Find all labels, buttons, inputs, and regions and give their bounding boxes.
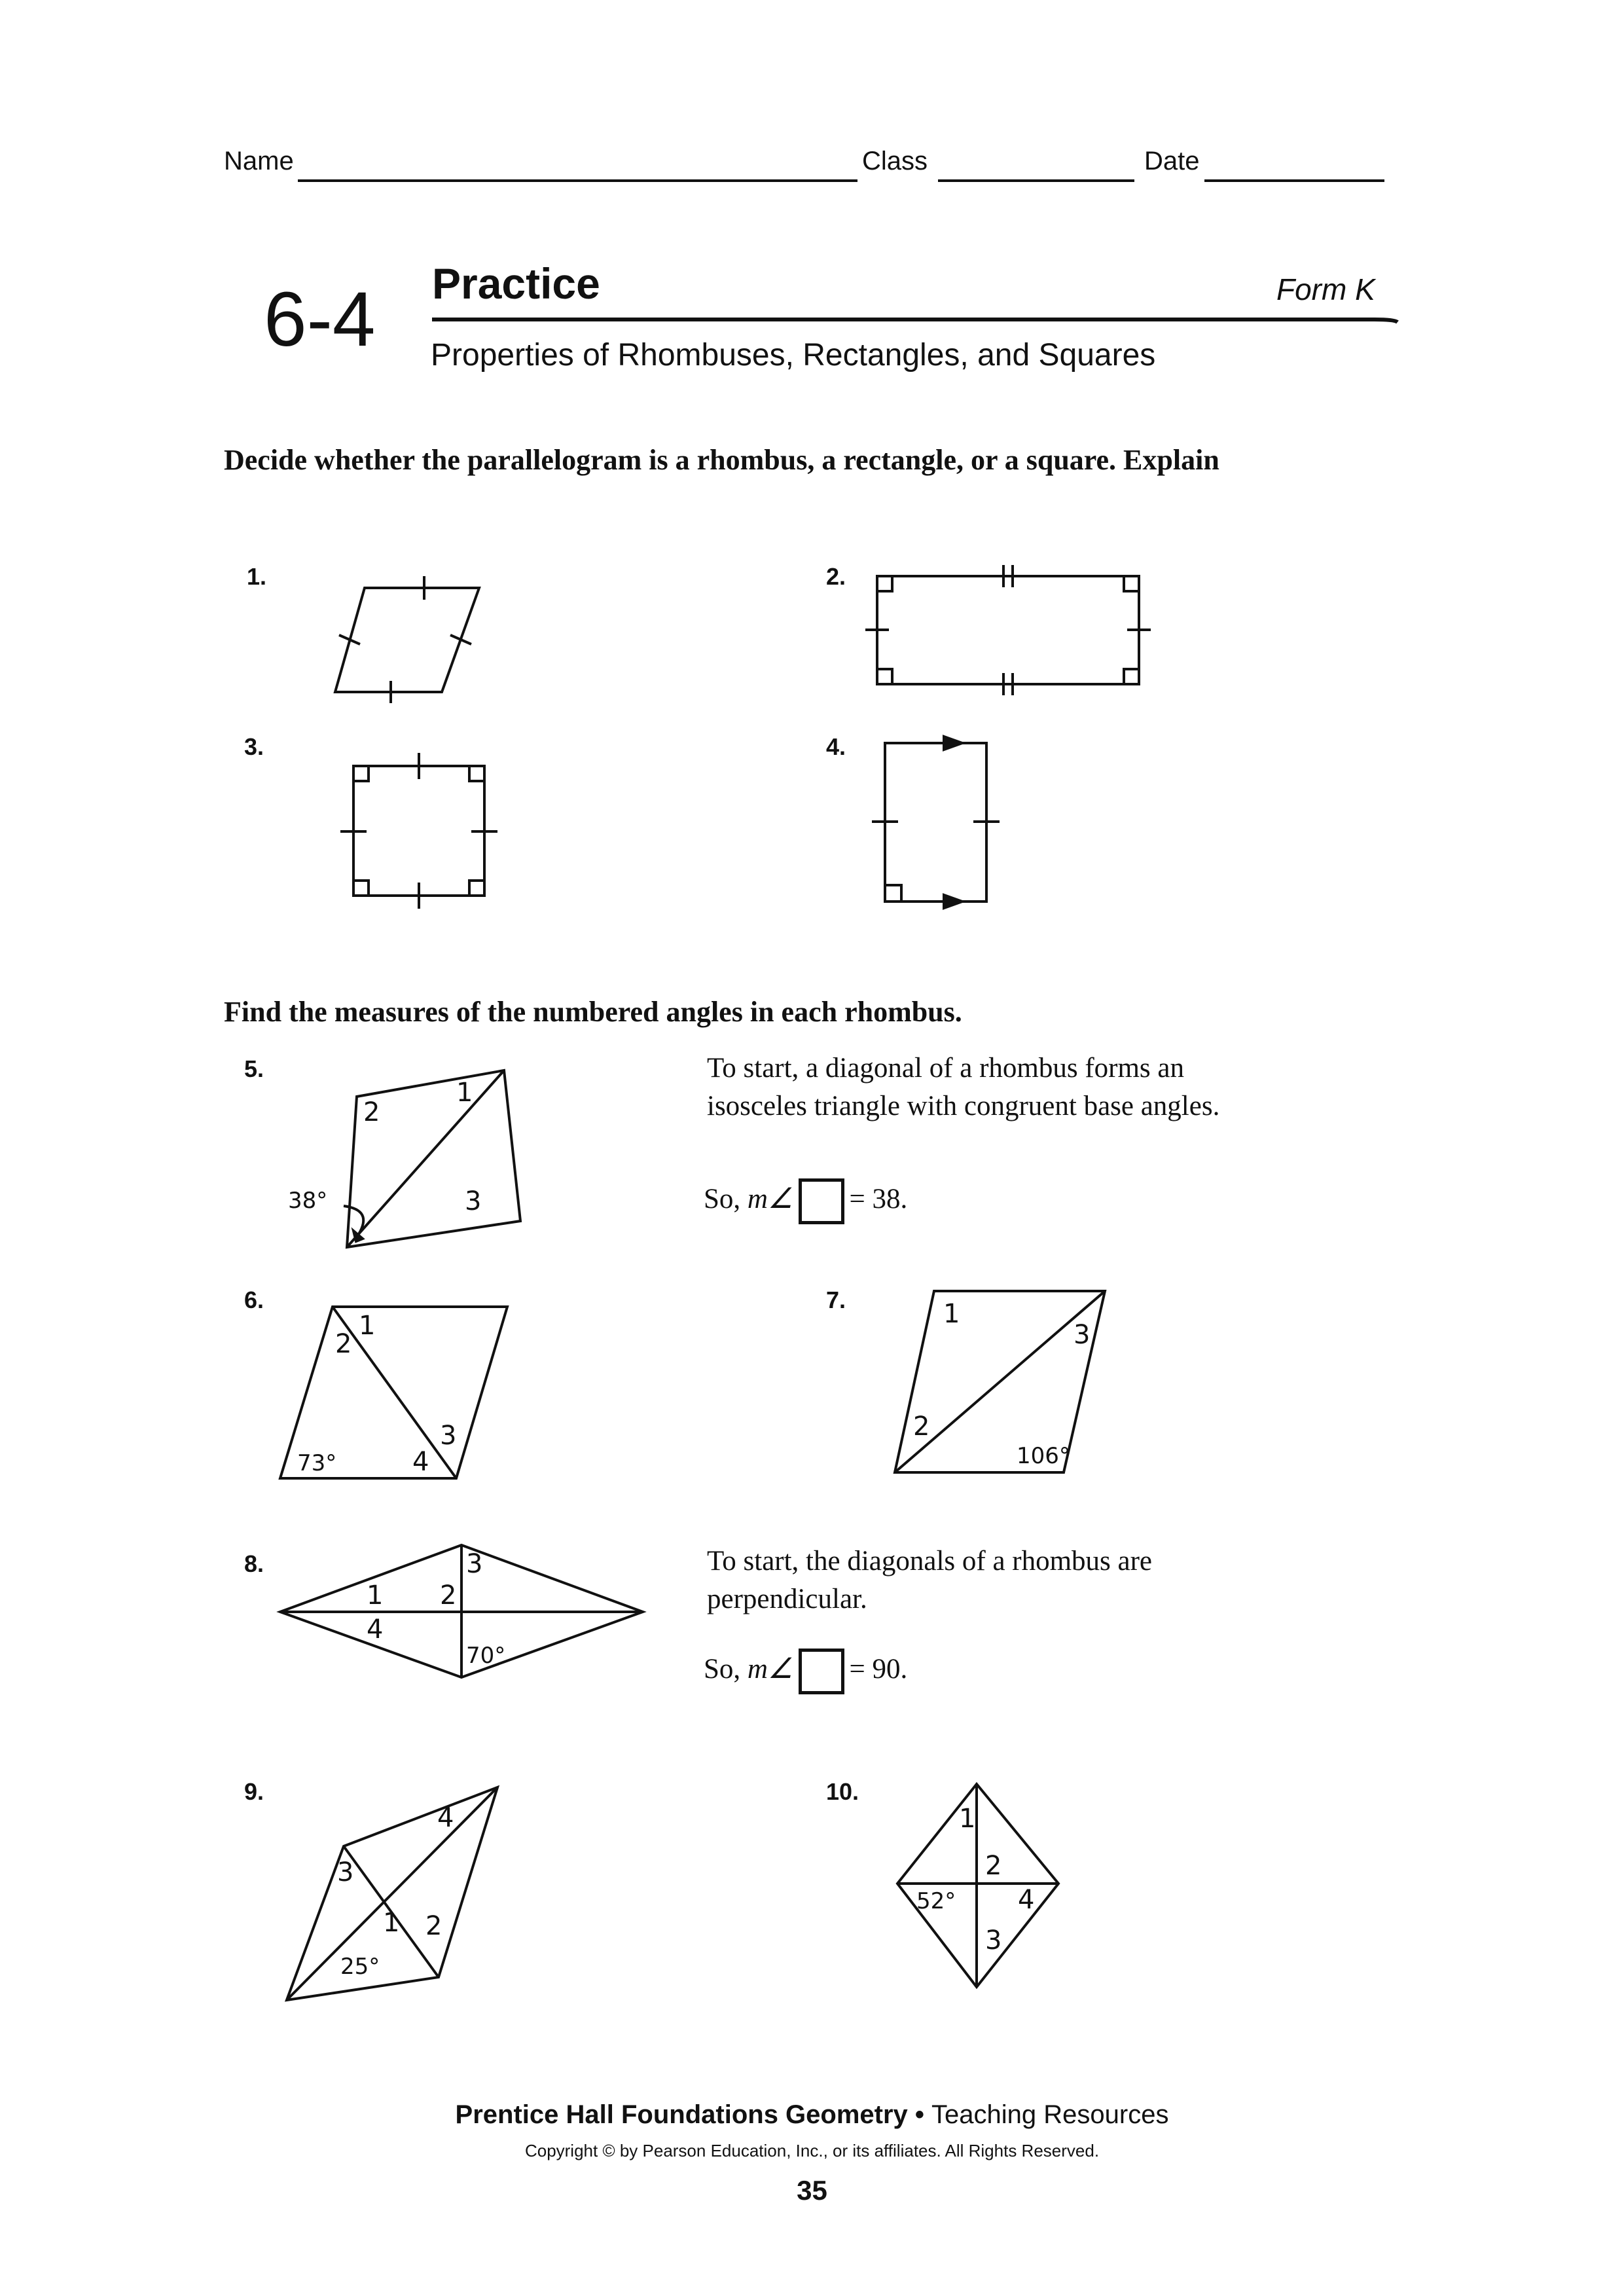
fig4-right-angle <box>885 885 901 902</box>
fig9-angle-4: 4 <box>437 1803 454 1833</box>
fig7-angle-3: 3 <box>1074 1320 1091 1350</box>
fig4-outline <box>885 743 986 902</box>
fig10-angle-3: 3 <box>985 1925 1002 1956</box>
fig8-angle-1: 1 <box>367 1580 384 1611</box>
fig3-right-angle <box>469 766 484 781</box>
fig4-arrow <box>944 895 962 908</box>
fig8-angle-4: 4 <box>367 1614 384 1645</box>
item-number-8: 8. <box>244 1550 264 1577</box>
footer-book-title: Prentice Hall Foundations Geometry <box>455 2100 908 2129</box>
fig3-right-angle <box>353 766 369 781</box>
so-8 <box>704 1649 907 1694</box>
fig8-angle-2: 2 <box>440 1580 457 1611</box>
so-8-m: m∠ <box>747 1653 793 1685</box>
fig10-angle-4: 4 <box>1018 1885 1035 1915</box>
fig3-outline <box>353 766 484 896</box>
fig5-angle-3: 3 <box>465 1186 482 1216</box>
name-field[interactable] <box>298 153 857 182</box>
fig4-arrow <box>944 737 962 750</box>
hint-8: To start, the diagonals of a rhombus are perpendicular. <box>707 1546 1153 1614</box>
fig3-right-angle <box>469 881 484 896</box>
fig9-angle-1: 1 <box>383 1908 400 1938</box>
so-8-suffix: = 90. <box>849 1653 908 1685</box>
fig2-outline <box>877 576 1139 684</box>
section2-instruction: Find the measures of the numbered angles in each rhombus. <box>224 996 962 1028</box>
so-5 <box>704 1178 907 1224</box>
fig3-right-angle <box>353 881 369 896</box>
section1-instruction: Decide whether the parallelogram is a rhombus, a rectangle, or a square. Explain <box>224 444 1219 476</box>
figure-5-rhombus <box>281 1061 543 1264</box>
figure-2-rectangle <box>857 560 1159 697</box>
so-5-suffix: = 38. <box>849 1183 908 1214</box>
figure-3-square <box>334 746 504 917</box>
answer-box-8[interactable] <box>799 1649 844 1694</box>
hint-5: To start, a diagonal of a rhombus forms an isosceles triangle with congruent base angles. <box>707 1053 1220 1121</box>
fig6-angle-3: 3 <box>440 1421 457 1451</box>
item-number-2: 2. <box>826 563 846 590</box>
fig5-angle-1: 1 <box>456 1078 473 1108</box>
figure-6-rhombus <box>275 1296 524 1486</box>
fig6-angle-1: 1 <box>359 1311 376 1341</box>
item-number-9: 9. <box>244 1778 264 1805</box>
fig8-angle-given: 70° <box>466 1643 506 1669</box>
fig8-angle-3: 3 <box>466 1549 483 1579</box>
fig7-angle-1: 1 <box>943 1299 960 1329</box>
so-8-prefix: So, <box>704 1653 748 1685</box>
fig10-angle-2: 2 <box>985 1851 1002 1881</box>
footer-copyright: Copyright © by Pearson Education, Inc., or its affiliates. All Rights Reserved. <box>524 2141 1100 2160</box>
fig10-angle-given: 52° <box>916 1888 956 1914</box>
class-label: Class <box>862 147 928 175</box>
answer-box-5[interactable] <box>799 1178 844 1224</box>
date-label: Date <box>1144 147 1200 175</box>
so-5-m: m∠ <box>747 1183 793 1214</box>
fig7-angle-given: 106° <box>1017 1443 1070 1469</box>
item-number-5: 5. <box>244 1055 264 1082</box>
so-5-prefix: So, <box>704 1183 748 1214</box>
fig9-angle-2: 2 <box>425 1911 442 1941</box>
item-number-3: 3. <box>244 733 264 760</box>
figure-10-rhombus <box>893 1777 1064 1994</box>
item-number-10: 10. <box>826 1778 859 1805</box>
date-field[interactable] <box>1204 153 1384 182</box>
page-number: 35 <box>797 2175 827 2206</box>
fig2-right-angle <box>877 576 892 591</box>
fig5-angle-given: 38° <box>288 1188 328 1214</box>
fig1-outline <box>335 588 479 692</box>
class-field[interactable] <box>938 153 1134 182</box>
lesson-number: 6-4 <box>264 276 376 363</box>
fig7-angle-2: 2 <box>913 1412 930 1442</box>
title-rule <box>432 314 1401 327</box>
fig2-right-angle <box>877 669 892 684</box>
fig6-angle-2: 2 <box>335 1329 352 1359</box>
fig2-right-angle <box>1124 576 1139 591</box>
footer-bullet: • <box>907 2100 932 2129</box>
figure-8-rhombus <box>275 1539 655 1689</box>
item-number-7: 7. <box>826 1286 846 1313</box>
page-subtitle: Properties of Rhombuses, Rectangles, and Squares <box>431 338 1156 373</box>
name-label: Name <box>224 147 294 175</box>
fig7-diagonal <box>895 1291 1105 1472</box>
fig2-right-angle <box>1124 669 1139 684</box>
fig9-diagonal <box>287 1787 497 2000</box>
figure-7-rhombus <box>887 1283 1123 1480</box>
page-title: Practice <box>432 259 600 308</box>
item-number-6: 6. <box>244 1286 264 1313</box>
fig5-angle-2: 2 <box>363 1097 380 1127</box>
figure-9-rhombus <box>281 1781 504 2003</box>
fig6-angle-4: 4 <box>412 1447 429 1477</box>
item-number-1: 1. <box>247 563 267 590</box>
figure-4-rectangle <box>864 730 1008 907</box>
fig6-angle-given: 73° <box>297 1450 337 1476</box>
item-number-4: 4. <box>826 733 846 760</box>
fig9-angle-3: 3 <box>337 1857 354 1887</box>
form-label: Form K <box>1276 272 1375 306</box>
footer-resource: Teaching Resources <box>931 2100 1169 2129</box>
figure-1-rhombus <box>327 563 497 701</box>
footer-book <box>0 2100 1624 2130</box>
fig9-angle-given: 25° <box>340 1954 380 1980</box>
fig10-angle-1: 1 <box>959 1804 976 1834</box>
